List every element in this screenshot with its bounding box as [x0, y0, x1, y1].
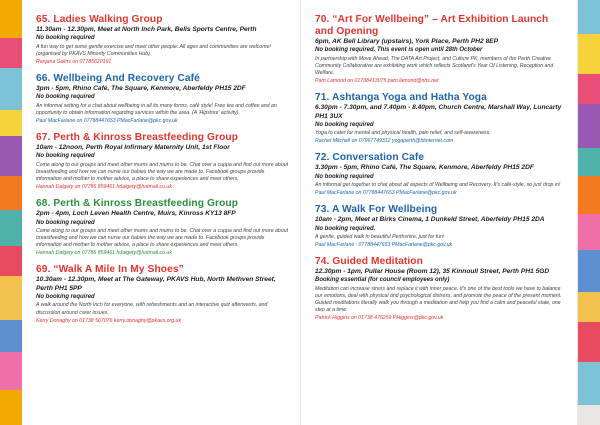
event-title: 69. “Walk A Mile In My Shoes”: [36, 264, 184, 276]
event-booking: No booking required: [36, 94, 95, 101]
event-description: An informal get together to chat about all aspects of Wellbeing and Recovery. It's café-style, so just drop in!: [315, 182, 561, 189]
event-booking: No booking required: [36, 153, 95, 160]
left-page: [22, 0, 300, 425]
event-contact[interactable]: Hannah Dalgety on 07786 859461 hdalgety@hotmail.co.uk: [36, 250, 172, 257]
event-contact[interactable]: Kerry Donaghy on 01738 567076 kerry.donaghy@pkavs.org.uk: [36, 317, 182, 324]
event-title: 74. Guided Meditation: [315, 256, 423, 268]
event-booking: No booking required: [315, 173, 374, 180]
event-booking: No booking required. This event is open until 28th October: [315, 47, 483, 54]
event-description: Meditation can increase stress and replace it with inner peace. It's one of the best tools we have to balance our emotions, deal with physical and psychological distress, and promote the peace of the present moment. Guided meditations literally walk you through a meditation and help you find a calm and peaceful state, one step at a time.: [315, 285, 562, 314]
event-time-place: 11.30am - 12.30pm, Meet at North Inch Park, Bells Sports Centre, Perth: [36, 26, 257, 33]
decorative-left-edge: [0, 0, 22, 425]
event-booking: No booking required: [36, 35, 95, 42]
event-title: 65. Ladies Walking Group: [36, 14, 163, 25]
event-time-place: 3.30pm - 5pm, Rhino Café, The Square, Kenmore, Aberfeldy PH15 2DF: [315, 164, 534, 172]
event-description: In partnership with Move Ahead, The DATA Art Project, and Culture PK, members of the Perth Creative Community Collaborative are exhibiting work which reflects Scotland's Year Of Listening, Reception and Welfare.: [315, 55, 554, 77]
event-contact[interactable]: Patrick Higgins on 01738 475259 PHiggins@pkc.gov.uk: [315, 315, 444, 322]
event-description: A gentle, guided walk in beautiful Perthshire, just for fun!: [315, 233, 445, 240]
event-description: Yoga to cater for mental and physical health, pain relief, and self-awareness.: [315, 130, 491, 137]
decorative-right-edge: [578, 0, 600, 425]
event-description: A fun way to get some gentle exercise and meet other people. All ages and communities are welcome! (organised by PKAVS Minority Communities Hub).: [36, 43, 271, 57]
event-time-place: 6pm, AK Bell Library (upstairs), York Place, Perth PH2 8EP: [315, 38, 498, 45]
event-contact[interactable]: Ranjana Salins on 07785620191: [36, 59, 112, 66]
event-time-place: 6.30pm - 7.30pm, and 7.40pm - 8.40pm, Church Centre, Marshall Way, Luncarty PH1 3UX: [315, 104, 562, 120]
event-entry: [315, 204, 567, 249]
event-contact[interactable]: Hannah Dalgety on 07786 859461 hdalgety@hotmail.co.uk: [36, 184, 172, 191]
event-entry: [315, 92, 567, 145]
event-description: Come along to our groups and meet other mums and mums to be. Chat over a cuppa and find out more about breastfeeding and how we can nurse our babies the way we are made to. Facebook groups provide information and mother to mother advice, a place to share experiences and meet others.: [36, 227, 289, 249]
event-time-place: 3pm - 5pm, Rhino Café, The Square, Kenmore, Aberfeldy PH15 2DF: [36, 85, 246, 93]
event-entry: [315, 14, 567, 85]
event-booking: No booking required.: [315, 225, 376, 232]
event-contact[interactable]: Paul MacFarlane on 07788447653 PMacFarlane@pkc.gov.uk: [36, 118, 178, 125]
event-description: An informal setting for a chat about wellbeing in all its many forms, café style! Free tea and coffee and an opportunity to obtain information regarding services within the area. (A 'Hipshire' activity).: [36, 102, 277, 116]
event-title: 68. Perth & Kinross Breastfeeding Group: [36, 198, 239, 210]
event-booking: Booking essential (for council employees only): [315, 277, 450, 284]
event-booking: No booking required: [36, 294, 95, 301]
event-title: 67. Perth & Kinross Breastfeeding Group: [36, 132, 239, 144]
event-title: 70. “Art For Wellbeing” – Art Exhibition Launch and Opening: [315, 14, 549, 37]
event-title: 66. Wellbeing And Recovery Café: [36, 73, 200, 85]
event-entry: [36, 14, 290, 66]
event-entry: [315, 256, 567, 322]
event-entry: [36, 73, 290, 125]
event-title: 72. Conversation Cafe: [315, 152, 425, 164]
event-booking: No booking required: [36, 219, 95, 226]
event-entry: [36, 198, 290, 257]
event-contact[interactable]: Rachel Mitchell on 07967749312 yogaperth@btinternet.com: [315, 138, 454, 145]
event-description: A walk around the North Inch for everyone, with refreshments and an interactive quiz afterwards, and discussion around carer issues.: [36, 302, 268, 316]
right-page: [301, 0, 577, 425]
event-time-place: 12.30pm - 1pm, Pullar House (Room 12), 35 Kinnoull Street, Perth PH1 5GD: [315, 268, 550, 276]
event-entry: [36, 264, 290, 324]
event-entry: [315, 152, 567, 197]
event-entry: [36, 132, 290, 191]
event-time-place: 10.30am - 12.30pm, Meet at The Gateway, PKAVS Hub, North Methven Street, Perth PH1 5PP: [36, 276, 276, 292]
event-contact[interactable]: Paul MacFarlane : 07788447653 PMacFarlane@pkc.gov.uk: [315, 242, 453, 249]
event-time-place: 10am - 12noon, Perth Royal Infirmary Maternity Unit, 1st Floor: [36, 144, 230, 152]
event-title: 73. A Walk For Wellbeing: [315, 204, 438, 216]
event-booking: No booking required: [315, 122, 374, 129]
event-time-place: 2pm - 4pm, Loch Leven Health Centre, Muirs, Kinross KY13 8FP: [36, 210, 236, 218]
event-contact[interactable]: Pam Lamond on 01738413075 pam.lamond@nhs.net: [315, 78, 439, 85]
event-title: 71. Ashtanga Yoga and Hatha Yoga: [315, 92, 487, 104]
event-contact[interactable]: Paul MacFarlane on 07788447653 PMacFarlane@pkc.gov.uk: [315, 190, 457, 197]
event-time-place: 10am - 2pm, Meet at Birks Cinema, 1 Dunkeld Street, Aberfeldy PH15 2DA: [315, 216, 545, 224]
event-description: Come along to our groups and meet other mums and mums to be. Chat over a cuppa and find out more about breastfeeding and how we can nurse our babies the way we are made to. Facebook groups provide information and mother to mother advice, a place to share experiences and meet others.: [36, 161, 289, 183]
